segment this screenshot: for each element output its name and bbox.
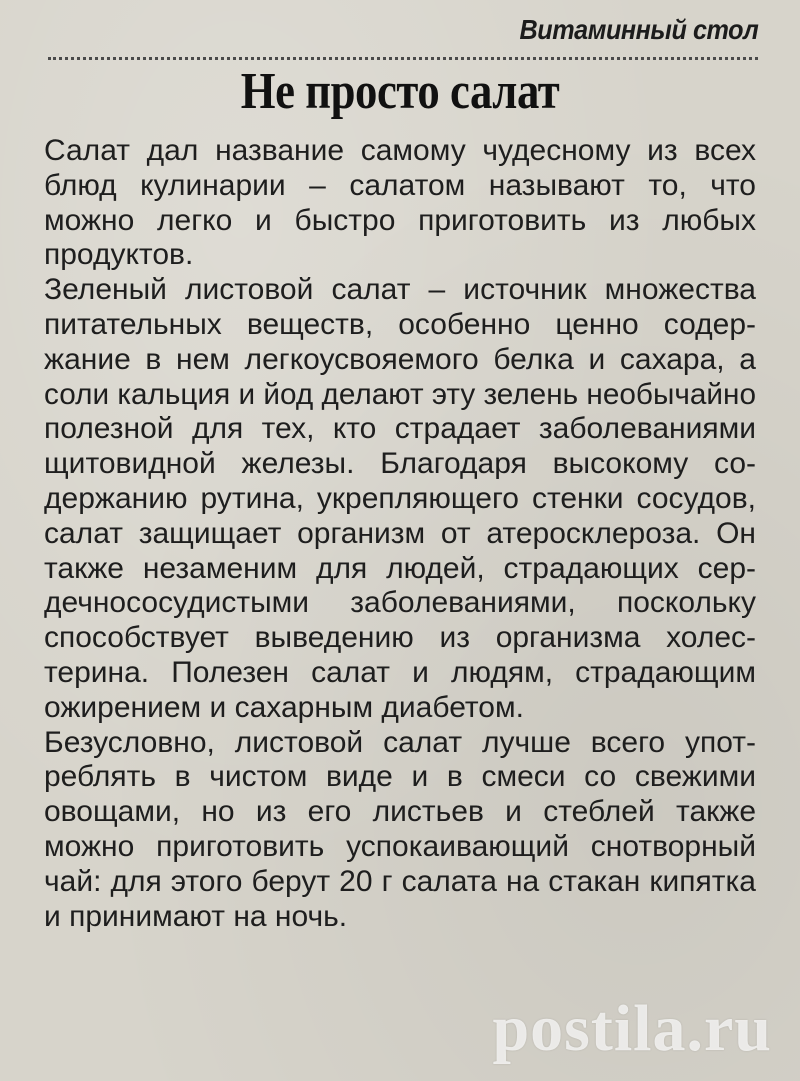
text-line: реблять в чистом виде и в смеси со свежими: [44, 760, 756, 794]
text-line: салат защищает организм от атеросклероза. Он: [44, 516, 756, 550]
article-headline: Не просто салат: [240, 63, 560, 120]
dotted-divider: [48, 57, 758, 60]
paragraph-benefits: [44, 273, 756, 725]
text-line: соли кальция и йод делают эту зелень необычайно: [44, 377, 756, 411]
text-line: способствует выведению из организма холес-: [44, 621, 756, 655]
text-line: ожирением и сахарным диабетом.: [44, 690, 524, 724]
text-line: терина. Полезен салат и людям, страдающим: [44, 655, 756, 689]
text-line: овощами, но из его листьев и стеблей также: [44, 795, 756, 829]
text-line: можно приготовить успокаивающий снотворный: [44, 829, 756, 863]
text-line: жание в нем легкоусвояемого белка и сахара, а: [44, 342, 756, 376]
text-line: блюд кулинарии – салатом называют то, что: [44, 168, 756, 202]
text-line: можно легко и быстро приготовить из любых: [44, 203, 756, 237]
text-line: питательных веществ, особенно ценно содер-: [44, 307, 756, 341]
text-line: также незаменим для людей, страдающих сер-: [44, 551, 756, 585]
text-line: Зеленый листовой салат – источник множества: [44, 273, 756, 307]
section-label: Витаминный стол: [519, 14, 758, 45]
article-body: [44, 134, 756, 934]
text-line: продуктов.: [44, 238, 194, 272]
paragraph-intro: [44, 134, 756, 273]
text-line: чай: для этого берут 20 г салата на стакан кипятка: [44, 864, 756, 898]
paragraph-usage: [44, 726, 756, 935]
text-line: Безусловно, листовой салат лучше всего упот-: [44, 725, 756, 759]
text-line: Салат дал название самому чудесному из всех: [44, 134, 756, 167]
text-line: держанию рутина, укрепляющего стенки сосудов,: [44, 481, 756, 515]
text-line: полезной для тех, кто страдает заболеваниями: [44, 412, 756, 446]
text-line: дечнососудистыми заболеваниями, поскольку: [44, 586, 756, 620]
watermark-text: postila.ru: [492, 992, 772, 1065]
text-line: и принимают на ночь.: [44, 899, 348, 933]
text-line: щитовидной железы. Благодаря высокому со-: [44, 447, 756, 481]
